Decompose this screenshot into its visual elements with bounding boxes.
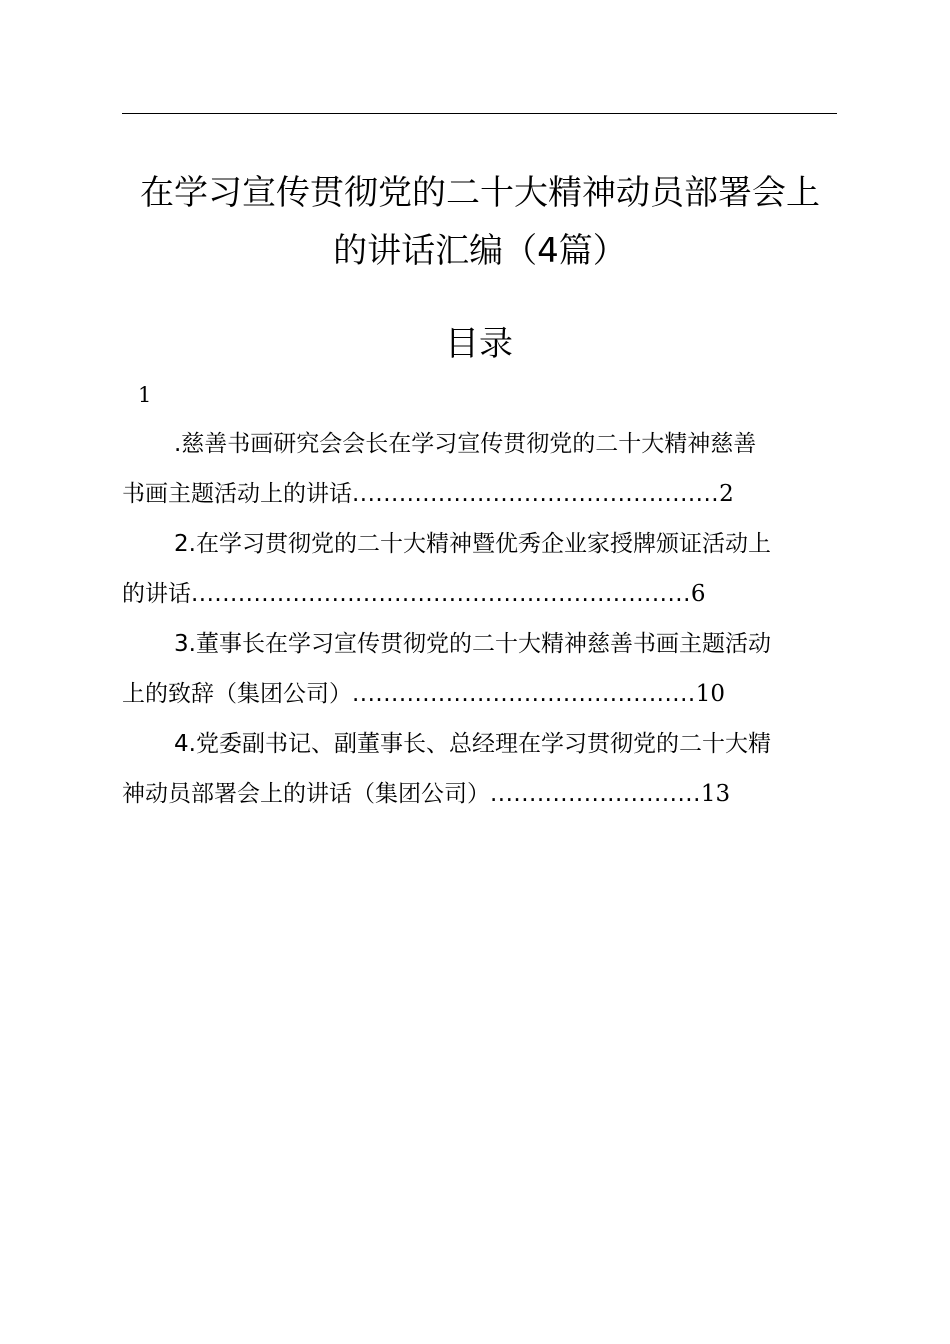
toc-entry-text-line2: [122, 469, 837, 519]
toc-entry-tail: 书画主题活动上的讲话: [122, 481, 352, 507]
toc-leader-dots: ................................................................: [191, 581, 691, 607]
toc-entry-text-line2: [122, 769, 837, 819]
stray-page-number: 1: [138, 383, 152, 407]
toc-leader-dots: ...............................................: [352, 481, 720, 507]
toc-entry-text-line2: [122, 569, 837, 619]
toc-entry-1[interactable]: [122, 419, 837, 519]
header-rule: [122, 113, 837, 114]
toc-entry-text-line1: 4.党委副书记、副董事长、总经理在学习贯彻党的二十大精: [174, 731, 771, 757]
toc-page-number: 13: [700, 781, 731, 807]
toc-entry-3[interactable]: [122, 619, 837, 719]
toc-leader-dots: ............................................: [352, 681, 696, 707]
toc-leader-dots: ...........................: [490, 781, 701, 807]
toc-entry-text-line1: 2.在学习贯彻党的二十大精神暨优秀企业家授牌颁证活动上: [174, 531, 771, 557]
toc-page-number: 6: [690, 581, 706, 607]
toc-entry-text-line1: .慈善书画研究会会长在学习宣传贯彻党的二十大精神慈善: [174, 431, 757, 457]
title-line-2: 的讲话汇编（4篇）: [333, 231, 627, 271]
toc-entry-tail: 的讲话: [122, 581, 191, 607]
toc-page-number: 10: [695, 681, 725, 707]
table-of-contents: [122, 419, 837, 819]
toc-entry-2[interactable]: [122, 519, 837, 619]
document-title: [100, 164, 860, 280]
toc-page-number: 2: [719, 481, 734, 507]
toc-entry-tail: 上的致辞（集团公司）: [122, 681, 352, 707]
toc-entry-text-line2: [122, 669, 837, 719]
toc-heading: 目录: [445, 324, 513, 364]
toc-entry-4[interactable]: [122, 719, 837, 819]
toc-entry-tail: 神动员部署会上的讲话（集团公司）: [122, 781, 490, 807]
title-line-1: 在学习宣传贯彻党的二十大精神动员部署会上: [140, 173, 820, 213]
toc-entry-text-line1: 3.董事长在学习宣传贯彻党的二十大精神慈善书画主题活动: [174, 631, 771, 657]
